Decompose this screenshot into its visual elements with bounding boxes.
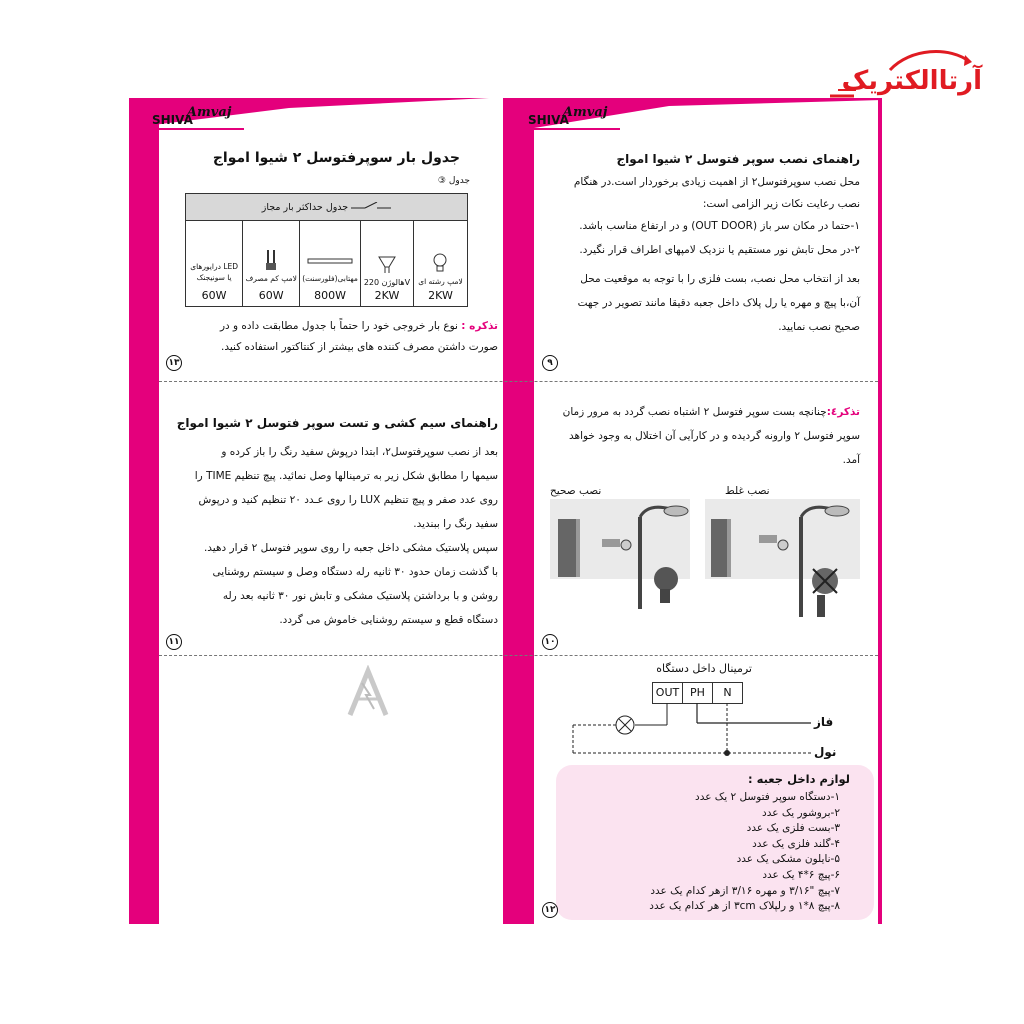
logo-text: آرتاالکتریک — [841, 66, 982, 96]
load-col-value: 60W — [258, 289, 284, 302]
brand-underline-right — [528, 128, 620, 130]
list-item: ۱-دستگاه سوپر فتوسل ۲ یک عدد — [695, 791, 840, 803]
load-col — [243, 221, 300, 307]
text-line: سپس پلاستیک مشکی داخل جعبه را روی سوپر فتوسل ۲ قرار دهید. — [203, 542, 498, 554]
page9-title: راهنمای نصب سوپر فتوسل ۲ شیوا امواج — [616, 152, 860, 166]
wrong-install-image — [705, 499, 860, 624]
load-col-value: 60W — [201, 289, 227, 302]
list-item: ۳-بست فلزی یک عدد — [746, 822, 840, 835]
note-label: تذکر٤: — [826, 406, 860, 418]
note-line: نوع بار خروجی خود را حتماً با جدول مطابقت داده و در — [219, 320, 458, 332]
neutral-label: نول — [814, 745, 837, 759]
caption-correct: نصب صحیح — [550, 485, 602, 497]
accessories-title: لوازم داخل جعبه : — [748, 772, 850, 786]
load-col-value: 800W — [314, 289, 346, 302]
accessories-list — [560, 790, 840, 915]
load-col — [186, 221, 243, 307]
divider — [159, 381, 878, 382]
right-band — [878, 98, 882, 924]
text-line: سیمها را مطابق شکل زیر به ترمینالها وصل نمائید. پیچ تنظیم TIME را — [194, 470, 498, 482]
note-label: تذکره : — [461, 320, 498, 332]
text-line: دستگاه قطع و سیستم روشنایی خاموش می گردد. — [279, 614, 498, 626]
brand-underline-left — [152, 128, 244, 130]
page13-note — [168, 316, 498, 358]
page11-title: راهنمای سیم کشی و تست سوپر فتوسل ۲ شیوا امواج — [176, 416, 498, 430]
divider — [159, 655, 878, 656]
text-line: چنانچه بست سوپر فتوسل ۲ اشتباه نصب گردد به مرور زمان — [562, 406, 827, 418]
text-line: بعد از نصب سوپرفتوسل۲، ابتدا درپوش سفید رنگ را باز کرده و — [221, 446, 498, 458]
left-band — [129, 98, 159, 924]
switch-icon — [351, 202, 391, 212]
brand-logo — [830, 40, 990, 100]
fluorescent-tube-icon — [307, 257, 353, 265]
text-line: ۱-حتما در مکان سر باز (OUT DOOR) و در ارتفاع مناسب باشد. — [579, 220, 860, 232]
load-table-header: جدول حداکثر بار مجاز — [186, 194, 468, 221]
list-item: ۵-نایلون مشکی یک عدد — [736, 853, 840, 866]
text-line: آمد. — [842, 454, 860, 466]
caption-wrong: نصب غلط — [725, 485, 770, 497]
brand-mark-left: SHIVAAmvaj — [152, 105, 232, 127]
page10-text — [540, 400, 860, 472]
load-col-value: 2KW — [374, 289, 400, 302]
load-col — [413, 221, 467, 307]
text-line: سفید رنگ را ببندید. — [413, 518, 498, 530]
page11-text — [168, 440, 498, 632]
text-line: بعد از انتخاب محل نصب، بست فلزی را با توجه به موقعیت محل — [580, 273, 860, 285]
text-line: سوپر فتوسل ۲ وارونه گردیده و در کارآیی آن اختلال به وجود خواهد — [569, 430, 860, 442]
load-col — [360, 221, 413, 307]
text-line: آن،با پیچ و مهره یا رل پلاک داخل جعبه دقیقا مانند تصویر در جهت — [577, 297, 860, 309]
load-col-label: هالوژن 220V — [363, 278, 411, 287]
load-col-value: 2KW — [428, 289, 453, 302]
wiring-diagram — [565, 703, 825, 763]
load-col-label: لامپ رشته ای — [418, 277, 463, 286]
page-number: ۱۰ — [542, 634, 558, 650]
page9-text — [540, 170, 860, 339]
load-col-label: درایورهای LED یا سونیجنک — [190, 262, 239, 282]
text-line: روشن و با برداشتن پلاستیک مشکی و تابش نور ۳۰ ثانیه بعد رله — [222, 590, 498, 602]
terminal-n: N — [712, 682, 743, 704]
top-band — [129, 98, 882, 128]
watermark-logo-icon — [340, 665, 400, 720]
terminal-out: OUT — [652, 682, 683, 704]
terminal-ph: PH — [682, 682, 713, 704]
page13-title: جدول بار سوپرفتوسل ۲ شیوا امواج — [212, 150, 460, 166]
list-item: ۶-پیچ ۶*۴ یک عدد — [762, 868, 840, 881]
load-col-label: مهتابی(فلورسنت) — [302, 274, 358, 283]
note-line: صورت داشتن مصرف کننده های بیشتر از کنتاکتور استفاده کنید. — [221, 341, 498, 353]
text-line: ۲-در محل تابش نور مستقیم یا نزدیک لامپهای اطراف قرار نگیرد. — [579, 244, 860, 256]
correct-install-image — [550, 499, 690, 609]
load-col-label: لامپ کم مصرف — [245, 274, 297, 283]
phase-label: فاز — [814, 715, 834, 729]
text-line: صحیح نصب نمایید. — [778, 321, 860, 333]
terminal-title: ترمینال داخل دستگاه — [656, 662, 752, 675]
list-item: ۴-گلند فلزی یک عدد — [752, 837, 840, 850]
page-number: ۱۳ — [166, 355, 182, 371]
load-col — [300, 221, 361, 307]
center-band — [503, 98, 534, 924]
load-table — [185, 193, 468, 307]
text-line: محل نصب سوپرفتوسل۲ از اهمیت زیادی برخوردار است.در هنگام — [573, 176, 860, 188]
text-line: نصب رعایت نکات زیر الزامی است: — [702, 198, 860, 210]
page-number: ۹ — [542, 355, 558, 371]
list-item: ۷-پیچ "۳/۱۶ و مهره ۳/۱۶ ازهر کدام یک عدد — [650, 884, 840, 897]
text-line: روی عدد صفر و پیچ تنظیم LUX را روی عـدد ۲۰ تنظیم کنید و درپوش — [198, 494, 498, 506]
halogen-lamp-icon — [378, 255, 396, 275]
cfl-lamp-icon — [264, 249, 278, 271]
text-line: با گذشت زمان حدود ۳۰ ثانیه رله دستگاه وصل و سیستم روشنایی — [212, 566, 498, 578]
page-number: ۱۲ — [542, 902, 558, 918]
bulb-icon — [433, 253, 447, 273]
list-item: ۸-پیچ ۸*۱ و رلپلاک ۳cm از هر کدام یک عدد — [649, 900, 840, 913]
list-item: ۲-بروشور یک عدد — [762, 806, 840, 819]
page-number: ۱۱ — [166, 634, 182, 650]
page13-table-number: جدول ③ — [437, 176, 470, 186]
brand-mark-right: SHIVAAmvaj — [528, 105, 608, 127]
